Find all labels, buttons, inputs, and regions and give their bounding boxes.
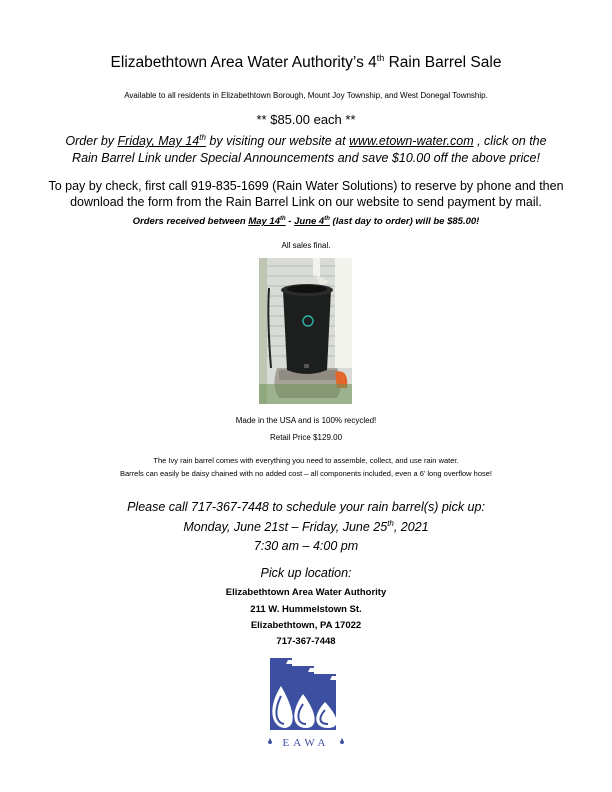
made-in-usa: Made in the USA and is 100% recycled! — [235, 416, 377, 425]
pickup-dates: Monday, June 21st – Friday, June 25th, 2021 — [183, 519, 429, 535]
check-line-2: download the form from the Rain Barrel Link on our website to send payment by mail. — [70, 195, 542, 209]
pickup-city: Elizabethtown, PA 17022 — [250, 620, 362, 631]
rain-barrel-photo — [259, 258, 352, 404]
order-line-1: Order by Friday, May 14th by visiting our website at www.etown-water.com , click on the — [65, 133, 547, 149]
order-line-2: Rain Barrel Link under Special Announcements and save $10.00 off the above price! — [72, 151, 540, 165]
check-line-1: To pay by check, first call 919-835-1699 (Rain Water Solutions) to reserve by phone and then — [48, 179, 564, 193]
order-deadline: Friday, May 14th — [117, 133, 206, 149]
pickup-name: Elizabethtown Area Water Authority — [225, 587, 387, 598]
logo-text: EAWA — [282, 737, 330, 749]
price-line: ** $85.00 each ** — [256, 112, 356, 127]
pickup-phone: 717-367-7448 — [276, 636, 336, 647]
schedule-call: Please call 717-367-7448 to schedule your rain barrel(s) pick up: — [127, 500, 485, 514]
website-link[interactable]: www.etown-water.com — [349, 134, 474, 149]
all-sales-final: All sales final. — [281, 241, 331, 250]
availability-note: Available to all residents in Elizabethtown Borough, Mount Joy Township, and West Donegal Township. — [124, 91, 488, 100]
ivy-description-2: Barrels can easily be daisy chained with no added cost – all components included, even a 6’ long overflow hose! — [119, 469, 493, 478]
pickup-heading: Pick up location: — [260, 566, 352, 580]
retail-price: Retail Price $129.00 — [269, 433, 343, 442]
pickup-hours: 7:30 am – 4:00 pm — [253, 539, 359, 553]
late-order-note: Orders received between May 14th - June 4th (last day to order) will be $85.00! — [132, 216, 480, 228]
pickup-street: 211 W. Hummelstown St. — [250, 604, 362, 615]
eawa-logo — [264, 656, 348, 752]
ivy-description-1: The Ivy rain barrel comes with everything you need to assemble, collect, and use rain water. — [153, 456, 459, 465]
page-title: Elizabethtown Area Water Authority’s 4th Rain Barrel Sale — [110, 52, 502, 71]
